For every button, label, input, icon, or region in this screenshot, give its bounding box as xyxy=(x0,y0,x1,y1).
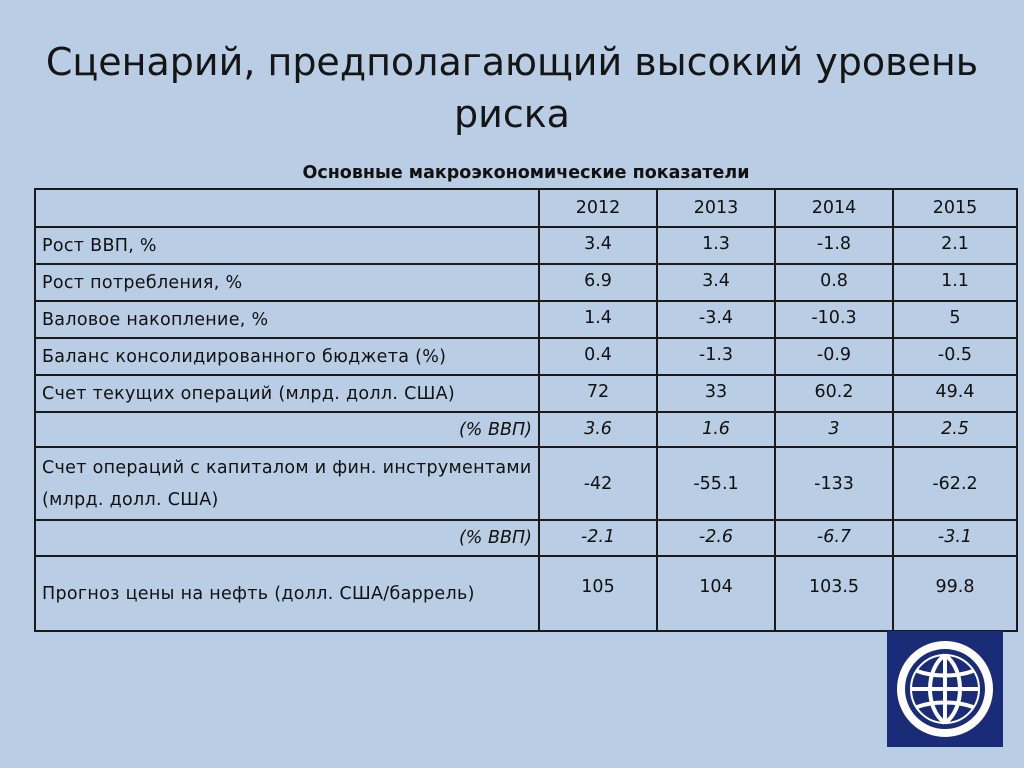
table-row xyxy=(35,447,1017,520)
macro-indicators-table xyxy=(34,188,1018,632)
year-header: 2013 xyxy=(657,189,775,227)
row-sublabel: (% ВВП) xyxy=(35,412,539,447)
table-cell: 2.1 xyxy=(893,227,1017,264)
year-header: 2012 xyxy=(539,189,657,227)
world-bank-globe-icon xyxy=(887,631,1003,747)
table-cell: 60.2 xyxy=(775,375,893,412)
row-label: Рост потребления, % xyxy=(35,264,539,301)
table-cell: 0.8 xyxy=(775,264,893,301)
table-row-subtotal xyxy=(35,412,1017,447)
table-row xyxy=(35,556,1017,631)
table-cell: -2.1 xyxy=(539,520,657,556)
row-label: Валовое накопление, % xyxy=(35,301,539,338)
table-cell: -1.3 xyxy=(657,338,775,375)
row-label: Счет операций с капиталом и фин. инструментами (млрд. долл. США) xyxy=(35,447,539,520)
table-cell: -6.7 xyxy=(775,520,893,556)
table-cell: 72 xyxy=(539,375,657,412)
table-cell: 3.4 xyxy=(657,264,775,301)
table-row-subtotal xyxy=(35,520,1017,556)
table-cell: 2.5 xyxy=(893,412,1017,447)
row-label: Рост ВВП, % xyxy=(35,227,539,264)
row-label: Счет текущих операций (млрд. долл. США) xyxy=(35,375,539,412)
table-cell: 49.4 xyxy=(893,375,1017,412)
table-cell: 104 xyxy=(657,556,775,631)
table-cell: 3 xyxy=(775,412,893,447)
table-header-row xyxy=(35,189,1017,227)
row-sublabel: (% ВВП) xyxy=(35,520,539,556)
table-cell: 3.6 xyxy=(539,412,657,447)
row-label: Прогноз цены на нефть (долл. США/баррель) xyxy=(35,556,539,631)
row-label: Баланс консолидированного бюджета (%) xyxy=(35,338,539,375)
table-cell: 6.9 xyxy=(539,264,657,301)
table-title: Основные макроэкономические показатели xyxy=(302,163,750,183)
table-row xyxy=(35,227,1017,264)
table-row xyxy=(35,338,1017,375)
table-cell: 1.4 xyxy=(539,301,657,338)
table-cell: -42 xyxy=(539,447,657,520)
table-cell: 0.4 xyxy=(539,338,657,375)
table-cell: -3.1 xyxy=(893,520,1017,556)
table-cell: 105 xyxy=(539,556,657,631)
table-cell: -133 xyxy=(775,447,893,520)
table-cell: -3.4 xyxy=(657,301,775,338)
table-row xyxy=(35,264,1017,301)
table-cell: -0.9 xyxy=(775,338,893,375)
table-row xyxy=(35,375,1017,412)
table-cell: 1.3 xyxy=(657,227,775,264)
table-cell: 1.1 xyxy=(893,264,1017,301)
table-cell: -10.3 xyxy=(775,301,893,338)
year-header: 2014 xyxy=(775,189,893,227)
table-cell: -62.2 xyxy=(893,447,1017,520)
table-cell: 5 xyxy=(893,301,1017,338)
world-bank-logo xyxy=(887,631,1003,747)
table-cell: 103.5 xyxy=(775,556,893,631)
year-header: 2015 xyxy=(893,189,1017,227)
table-cell: -0.5 xyxy=(893,338,1017,375)
table-cell: 33 xyxy=(657,375,775,412)
table-cell: 99.8 xyxy=(893,556,1017,631)
table-cell: 3.4 xyxy=(539,227,657,264)
table-cell: -1.8 xyxy=(775,227,893,264)
slide-title: Сценарий, предполагающий высокий уровень риска xyxy=(45,40,979,136)
table-cell: -2.6 xyxy=(657,520,775,556)
header-empty-cell xyxy=(35,189,539,227)
table-cell: 1.6 xyxy=(657,412,775,447)
table-row xyxy=(35,301,1017,338)
table-cell: -55.1 xyxy=(657,447,775,520)
